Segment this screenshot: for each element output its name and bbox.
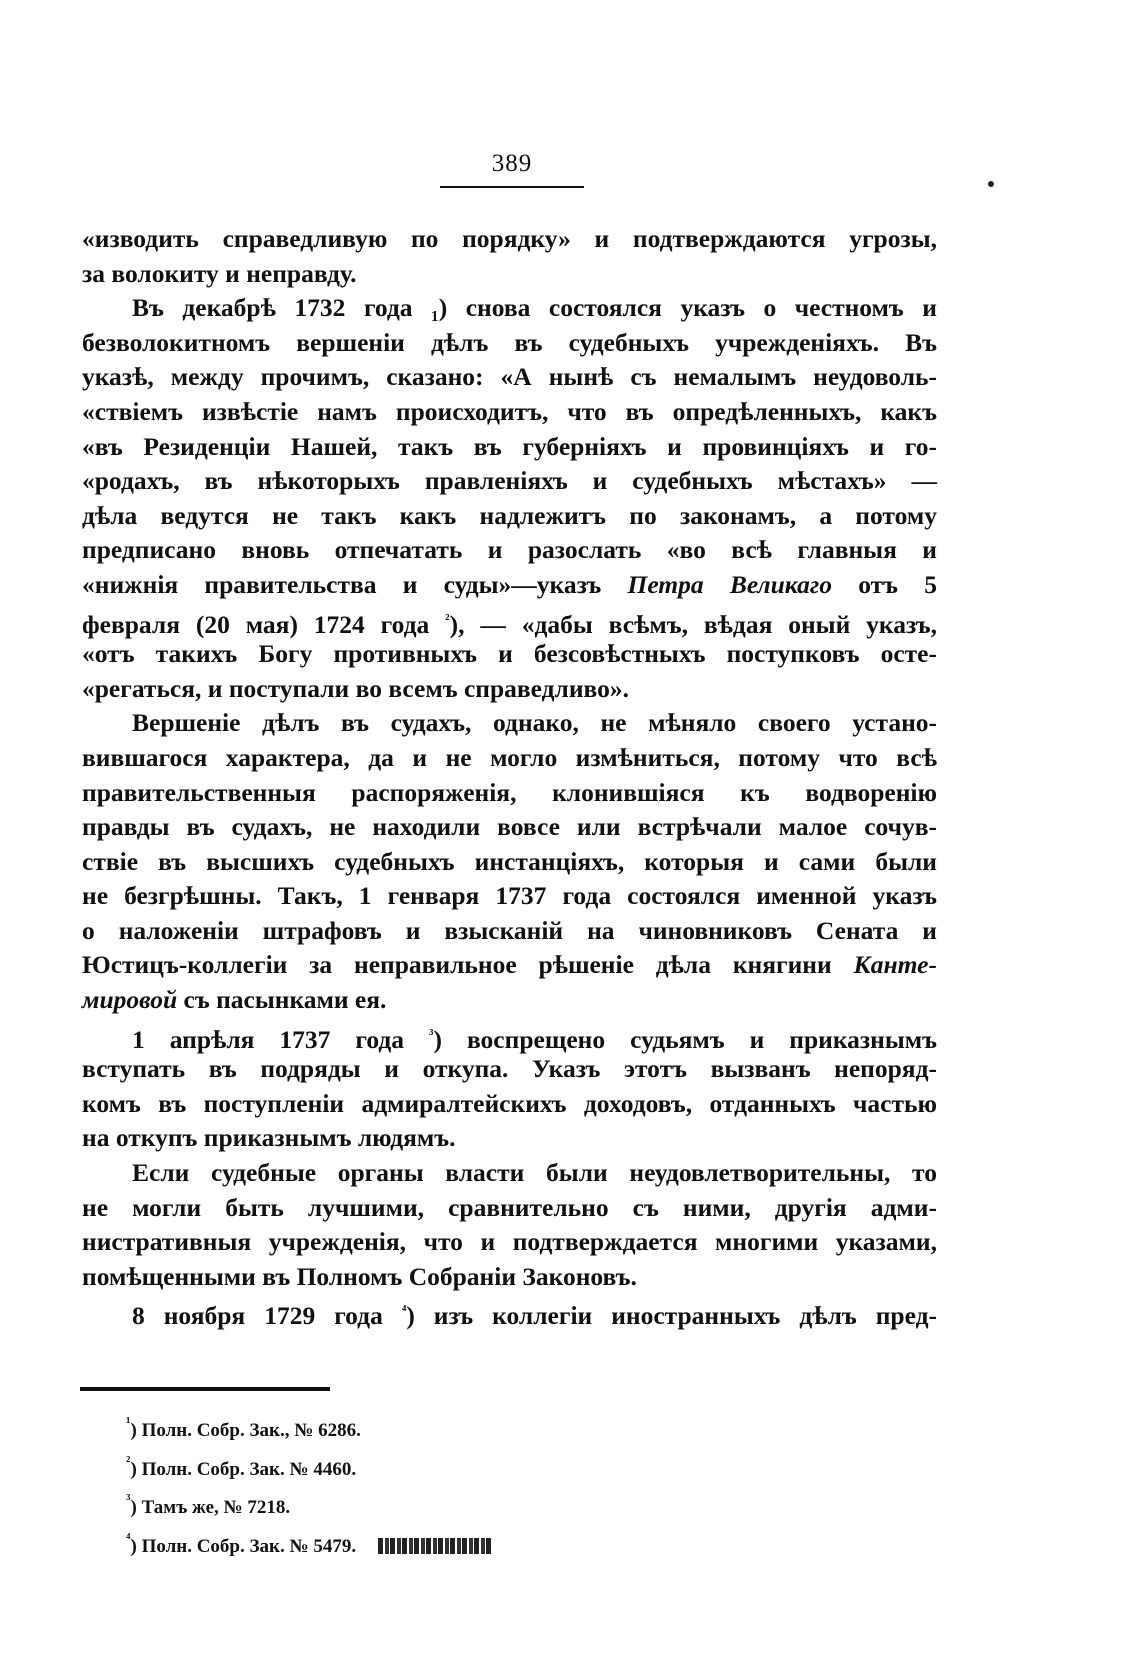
line-text: нистративныя учрежденія, что и подтверждается многими указами, — [82, 1227, 937, 1257]
footnote-text: ) Полн. Собр. Зак. № 4460. — [130, 1458, 357, 1480]
text-line — [82, 464, 937, 499]
italic-text: Канте- — [853, 950, 937, 980]
line-text: вившагося характера, да и не могло измѣниться, потому что всѣ — [82, 742, 937, 772]
text-line — [82, 776, 937, 811]
page-number-underline — [440, 186, 584, 188]
line-text: 8 ноября 1729 года — [132, 1301, 402, 1331]
line-text: «ствіемъ извѣстіе намъ происходитъ, что въ опредѣленныхъ, какъ — [82, 396, 937, 426]
text-line — [82, 1087, 937, 1122]
text-line — [82, 499, 937, 534]
footnote-ref: ⁴ — [401, 1303, 407, 1320]
text-line — [82, 879, 937, 914]
line-text: «въ Резиденціи Нашей, такъ въ губерніяхъ и провинціяхъ и го- — [82, 431, 937, 461]
italic-text: мировой — [82, 985, 178, 1015]
line-text: «отъ такихъ Богу противныхъ и безсовѣстныхъ поступковъ осте- — [82, 639, 937, 669]
line-text: не могли быть лучшими, сравнительно съ ними, другія адми- — [82, 1192, 937, 1222]
line-text: съ пасынками ея. — [177, 985, 387, 1015]
text-line — [82, 1225, 937, 1260]
text-line — [82, 533, 937, 568]
page-number: 389 — [491, 150, 533, 177]
line-text: на откупъ приказнымъ людямъ. — [82, 1123, 456, 1153]
line-text: «регаться, и поступали во всемъ справедливо». — [82, 673, 630, 703]
text-line — [82, 948, 937, 983]
text-line — [82, 706, 937, 741]
text-line — [82, 637, 937, 672]
line-text: Въ декабрѣ 1732 года ₁) снова состоялся указъ о честномъ и — [132, 293, 937, 323]
line-text: дѣла ведутся не такъ какъ надлежитъ по законамъ, а потому — [82, 500, 937, 530]
text-line — [82, 430, 937, 465]
footnote-ref: ³ — [428, 1026, 434, 1043]
footnote-mark: ⁴ — [126, 1530, 131, 1547]
line-text: февраля (20 мая) 1724 года — [82, 609, 446, 639]
line-text: правительственныя распоряженія, клонившіяся къ водворенію — [82, 777, 937, 807]
line-text: не безгрѣшны. Такъ, 1 генваря 1737 года состоялся именной указъ — [82, 881, 937, 911]
line-text: правды въ судахъ, не находили вовсе или встрѣчали малое сочув- — [82, 812, 937, 842]
line-text: Вершеніе дѣлъ въ судахъ, однако, не мѣняло своего устано- — [132, 708, 937, 738]
line-text: «родахъ, въ нѣкоторыхъ правленіяхъ и судебныхъ мѣстахъ» — — [82, 466, 937, 496]
body-text — [82, 222, 937, 1329]
text-line — [82, 222, 937, 257]
text-line — [82, 603, 937, 638]
footnote-ref: ² — [445, 611, 450, 628]
text-line — [82, 1294, 937, 1329]
page-header — [440, 150, 584, 188]
text-line — [82, 914, 937, 949]
footnote-mark: ¹ — [126, 1415, 131, 1431]
text-line — [82, 810, 937, 845]
footnote-text: ) Полн. Собр. Зак. № 5479. — [130, 1535, 357, 1557]
text-line — [82, 1018, 937, 1053]
line-text: вступать въ подряды и откупа. Указъ этотъ вызванъ непоряд- — [82, 1054, 937, 1084]
footnote-item — [126, 1447, 493, 1486]
text-line — [82, 326, 937, 361]
text-line — [82, 845, 937, 880]
line-text: 1 апрѣля 1737 года — [132, 1024, 429, 1054]
line-text: Если судебные органы власти были неудовлетворительны, то — [132, 1158, 937, 1188]
text-line — [82, 1260, 937, 1295]
footnotes — [126, 1408, 493, 1562]
text-line — [82, 1121, 937, 1156]
line-text: ) воспрещено судьямъ и приказнымъ — [433, 1024, 937, 1054]
line-text: комъ въ поступленіи адмиралтейскихъ доходовъ, отданныхъ частью — [82, 1088, 937, 1118]
text-line — [82, 395, 937, 430]
footnote-text: ) Полн. Собр. Зак., № 6286. — [130, 1420, 361, 1441]
line-text: ) изъ коллегіи иностранныхъ дѣлъ пред- — [406, 1301, 937, 1331]
footnote-mark: ² — [126, 1453, 131, 1470]
footnote-item — [126, 1524, 493, 1563]
text-line — [82, 1156, 937, 1191]
text-line — [82, 1191, 937, 1226]
line-text: «изводить справедливую по порядку» и подтверждаются угрозы, — [82, 224, 937, 253]
footnote-separator — [80, 1387, 330, 1391]
line-text: безволокитномъ вершеніи дѣлъ въ судебныхъ учрежденіяхъ. Въ — [82, 327, 937, 357]
footnote-item — [126, 1408, 493, 1447]
line-text: предписано вновь отпечатать и разослать «во всѣ главныя и — [82, 535, 937, 565]
text-line — [82, 360, 937, 395]
text-line — [82, 672, 937, 707]
stray-dot-mark — [988, 181, 994, 187]
footnote-item — [126, 1485, 493, 1524]
line-text: за волокиту и неправду. — [82, 258, 357, 288]
line-text: ствіе въ высшихъ судебныхъ инстанціяхъ, которыя и сами были — [82, 846, 937, 876]
line-text: указѣ, между прочимъ, сказано: «А нынѣ съ немалымъ неудоволь- — [82, 362, 937, 392]
line-text: ), — «дабы всѣмъ, вѣдая оный указъ, — [449, 609, 938, 639]
text-line — [82, 568, 937, 603]
ink-smudge-mark — [378, 1538, 493, 1554]
text-line — [82, 983, 937, 1018]
text-line — [82, 257, 937, 292]
footnote-mark: ³ — [126, 1492, 131, 1508]
line-text: о наложеніи штрафовъ и взысканій на чиновниковъ Сената и — [82, 915, 937, 945]
text-line — [82, 741, 937, 776]
line-text: отъ 5 — [832, 569, 937, 599]
italic-text: Петра Великаго — [627, 569, 833, 599]
text-line — [82, 291, 937, 326]
line-text: помѣщенными въ Полномъ Собраніи Законовъ. — [82, 1261, 637, 1291]
text-line — [82, 1052, 937, 1087]
line-text: Юстицъ-коллегіи за неправильное рѣшеніе дѣла княгини — [82, 950, 854, 980]
line-text: «нижнія правительства и суды»—указъ — [82, 569, 628, 599]
footnote-text: ) Тамъ же, № 7218. — [130, 1497, 291, 1518]
